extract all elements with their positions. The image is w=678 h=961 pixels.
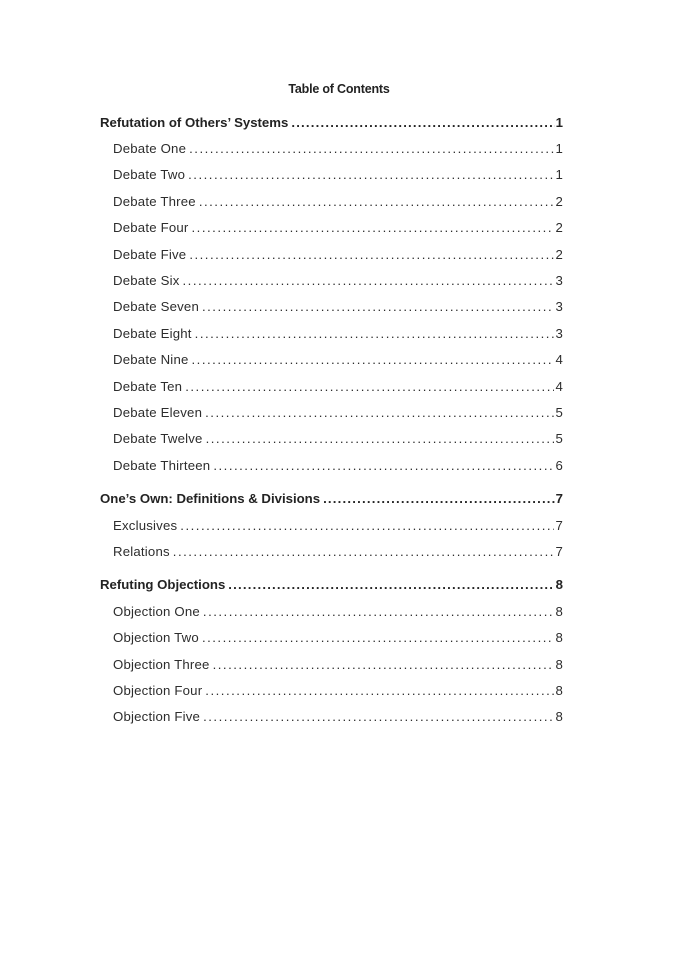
toc-entry-label: Objection Five	[113, 709, 201, 725]
toc-dot-leader	[188, 162, 554, 188]
toc-entry[interactable]	[100, 242, 563, 268]
toc-dot-leader	[291, 110, 554, 136]
toc-entry-label: Debate Three	[113, 193, 196, 209]
toc-entry[interactable]	[100, 678, 563, 704]
toc-dot-leader	[202, 625, 555, 651]
toc-entry[interactable]	[100, 704, 563, 730]
toc-dot-leader	[203, 704, 554, 730]
toc-entry[interactable]	[100, 294, 563, 320]
toc-dot-leader	[199, 189, 555, 215]
toc-dot-leader	[192, 347, 555, 373]
toc-entry-page-number: 8	[555, 630, 563, 646]
toc-entry-label: Debate Seven	[113, 299, 199, 315]
toc-entry[interactable]	[100, 513, 563, 539]
toc-dot-leader	[195, 321, 555, 347]
toc-entry-page-number: 6	[555, 457, 563, 473]
toc-dot-leader	[206, 426, 555, 452]
toc-dot-leader	[205, 678, 554, 704]
toc-entry-page-number: 4	[555, 378, 563, 394]
toc-entry-label: Debate Thirteen	[113, 457, 211, 473]
toc-entry[interactable]	[100, 400, 563, 426]
toc-entry[interactable]	[100, 110, 563, 136]
toc-entry-page-number: 3	[555, 299, 563, 315]
toc-entry-page-number: 8	[555, 656, 563, 672]
toc-entry[interactable]	[100, 374, 563, 400]
toc-entry-page-number: 7	[555, 544, 563, 559]
toc-entry-page-number: 1	[555, 167, 563, 183]
toc-dot-leader	[228, 572, 554, 598]
toc-entry-label: Debate Eleven	[113, 404, 203, 420]
toc-entry-page-number: 1	[555, 140, 563, 156]
toc-entry-label: Objection Four	[113, 683, 203, 699]
toc-entry[interactable]	[100, 268, 563, 294]
toc-entry[interactable]	[100, 321, 563, 347]
toc-entry-page-number: 5	[555, 431, 563, 447]
toc-dot-leader	[213, 652, 555, 678]
toc-entry[interactable]	[100, 162, 563, 188]
toc-entry-page-number: 2	[555, 193, 563, 209]
toc-entry-page-number: 7	[555, 491, 563, 507]
toc-entry-label: Debate Five	[113, 246, 187, 262]
toc-entry-label: Debate Ten	[113, 378, 183, 394]
toc-entry-page-number: 2	[555, 220, 563, 236]
toc-entry[interactable]	[100, 189, 563, 215]
toc-entry[interactable]	[100, 652, 563, 678]
toc-dot-leader	[189, 242, 554, 268]
toc-dot-leader	[205, 400, 554, 426]
toc-entry-page-number: 2	[555, 246, 563, 262]
toc-entry[interactable]	[100, 453, 563, 479]
toc-dot-leader	[173, 539, 555, 565]
toc-entry-label: Exclusives	[113, 517, 178, 533]
page-title: Table of Contents	[288, 82, 390, 96]
toc-entry-label: Debate Four	[113, 220, 189, 236]
toc-entry-label: Debate Six	[113, 272, 180, 288]
toc-dot-leader	[192, 215, 555, 241]
toc-entry-label: Debate Twelve	[113, 431, 203, 447]
toc-dot-leader	[180, 513, 554, 539]
toc-entry-page-number: 8	[555, 709, 563, 725]
toc-entry-label: Refutation of Others’ Systems	[100, 114, 289, 130]
toc-entry-label: Relations	[113, 544, 170, 559]
toc-entry-page-number: 5	[555, 404, 563, 420]
toc-list	[100, 110, 563, 731]
toc-dot-leader	[183, 268, 555, 294]
toc-entry-label: Refuting Objections	[100, 577, 226, 593]
toc-dot-leader	[203, 599, 555, 625]
toc-entry-label: One’s Own: Definitions & Divisions	[100, 491, 321, 507]
toc-entry[interactable]	[100, 486, 563, 512]
toc-entry-page-number: 8	[555, 683, 563, 699]
toc-entry[interactable]	[100, 625, 563, 651]
toc-entry-label: Objection Three	[113, 656, 210, 672]
toc-dot-leader	[185, 374, 554, 400]
toc-entry-label: Debate Nine	[113, 352, 189, 368]
toc-entry[interactable]	[100, 347, 563, 373]
toc-entry[interactable]	[100, 136, 563, 162]
toc-entry[interactable]	[100, 599, 563, 625]
toc-entry-page-number: 8	[555, 577, 563, 593]
toc-dot-leader	[202, 294, 554, 320]
toc-entry[interactable]	[100, 426, 563, 452]
toc-entry[interactable]	[100, 539, 563, 565]
toc-entry[interactable]	[100, 215, 563, 241]
toc-entry-label: Debate Two	[113, 167, 186, 183]
toc-entry-page-number: 3	[555, 272, 563, 288]
toc-entry-page-number: 1	[555, 114, 563, 130]
toc-entry-label: Debate Eight	[113, 325, 192, 341]
toc-entry-page-number: 8	[555, 603, 563, 619]
toc-entry-page-number: 7	[555, 517, 563, 533]
toc-dot-leader	[323, 486, 555, 512]
toc-entry[interactable]	[100, 572, 563, 598]
toc-dot-leader	[189, 136, 554, 162]
toc-entry-page-number: 4	[555, 352, 563, 368]
toc-entry-label: Objection Two	[113, 630, 199, 646]
toc-entry-label: Debate One	[113, 140, 187, 156]
toc-entry-label: Objection One	[113, 603, 200, 619]
toc-entry-page-number: 3	[555, 325, 563, 341]
toc-dot-leader	[213, 453, 554, 479]
